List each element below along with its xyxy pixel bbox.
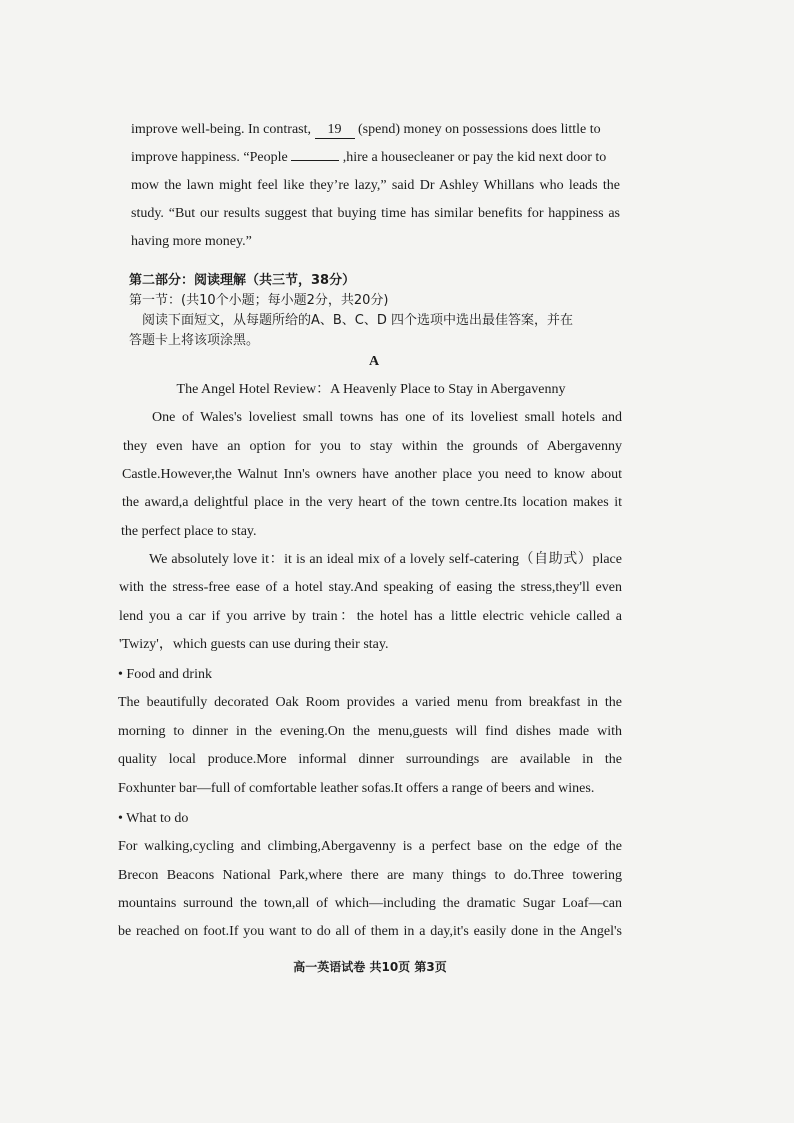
todo-line: be reached on foot.If you want to do all of them in a day,it's easily done in the Angel's	[118, 924, 622, 939]
todo-line: For walking,cycling and climbing,Abergavenny is a perfect base on the edge of the	[118, 839, 622, 854]
todo-line: Brecon Beacons National Park,where there are many things to do.Three towering	[118, 868, 622, 883]
food-line: quality local produce.More informal dinner surroundings are available in the	[118, 752, 622, 767]
food-line: Foxhunter bar—full of comfortable leather sofas.It offers a range of beers and wines.	[118, 781, 595, 796]
paragraph-1-line: the perfect place to stay.	[121, 524, 257, 539]
paragraph-1-line: One of Wales's loveliest small towns has one of its loveliest small hotels and	[152, 410, 622, 425]
answer-blank-19: 19	[315, 122, 355, 139]
instruction-line-1: 阅读下面短文，从每题所给的A、B、C、D 四个选项中选出最佳答案，并在	[142, 313, 574, 328]
paragraph-2-line: 'Twizy'，which guests can use during their stay.	[119, 637, 389, 652]
food-line: morning to dinner in the evening.On the menu,guests will find dishes made with	[118, 724, 622, 739]
paragraph-1-line: they even have an option for you to stay within the grounds of Abergavenny	[123, 439, 622, 454]
part-title: 第二部分：阅读理解（共三节，38分）	[129, 273, 356, 288]
intro-text: ,hire a housecleaner or pay the kid next door to	[342, 150, 607, 165]
paragraph-2-line: lend you a car if you arrive by train：the hotel has a little electric vehicle called a	[119, 609, 622, 624]
paragraph-2-line: with the stress-free ease of a hotel stay.And speaking of easing the stress,they'll even	[119, 580, 622, 595]
sub-title: 第一节：(共10个小题；每小题2分，共20分)	[129, 293, 389, 308]
article-title: The Angel Hotel Review：A Heavenly Place to Stay in Abergavenny	[176, 382, 566, 397]
paragraph-1-line: the award,a delightful place in the very heart of the town centre.Its location makes it	[122, 495, 622, 510]
todo-heading: • What to do	[118, 811, 189, 826]
paragraph-1-line: Castle.However,the Walnut Inn's owners have another place you need to know about	[122, 467, 622, 482]
page-footer: 高一英语试卷 共10页 第3页	[293, 960, 447, 974]
intro-line-2	[131, 148, 620, 168]
intro-text: (spend) money on possessions does little to	[358, 122, 601, 137]
intro-line-1	[131, 120, 620, 140]
intro-text: improve well-being. In contrast,	[131, 122, 312, 137]
paragraph-2-line: We absolutely love it：it is an ideal mix of a lovely self-catering（自助式）place	[149, 552, 622, 567]
intro-line-4: study. “But our results suggest that buying time has similar benefits for happiness as	[131, 206, 620, 221]
instruction-line-2: 答题卡上将该项涂黑。	[129, 333, 260, 348]
article-letter: A	[368, 354, 380, 369]
todo-line: mountains surround the town,all of which—including the dramatic Sugar Loaf—can	[118, 896, 622, 911]
intro-text: improve happiness. “People	[131, 150, 288, 165]
answer-blank-20	[291, 160, 339, 161]
intro-line-5: having more money.”	[131, 234, 252, 249]
food-line: The beautifully decorated Oak Room provides a varied menu from breakfast in the	[118, 695, 622, 710]
food-heading: • Food and drink	[118, 667, 212, 682]
intro-line-3: mow the lawn might feel like they’re lazy,” said Dr Ashley Whillans who leads the	[131, 178, 620, 193]
